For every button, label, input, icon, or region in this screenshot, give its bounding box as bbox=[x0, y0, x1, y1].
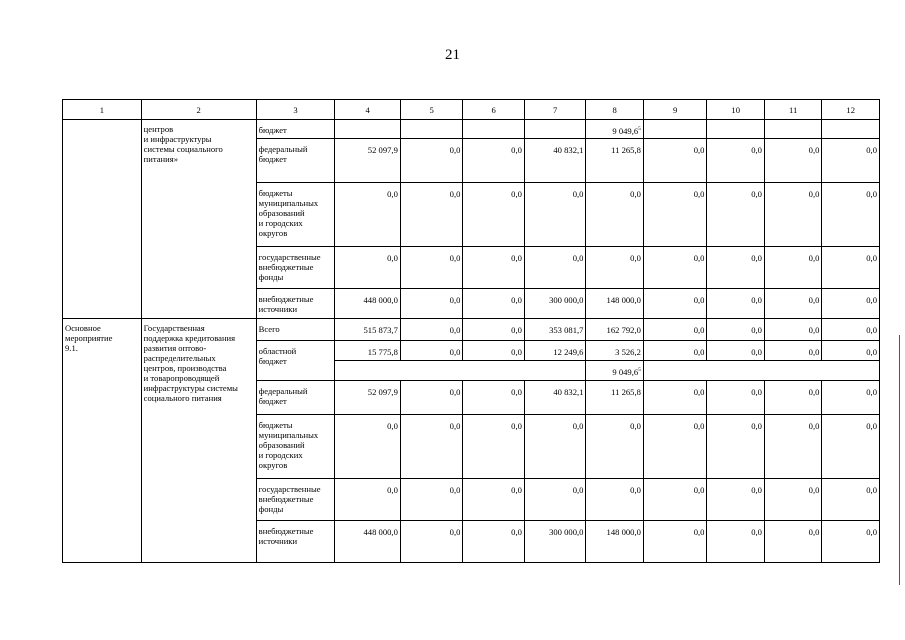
value-cell: 0,0 bbox=[643, 289, 707, 319]
footnote-marker: 5 bbox=[638, 367, 641, 374]
value-cell: 0,0 bbox=[764, 183, 821, 247]
value-cell: 0,0 bbox=[822, 415, 880, 479]
value-cell: 448 000,0 bbox=[335, 521, 401, 563]
value-cell: 300 000,0 bbox=[524, 521, 586, 563]
value-cell: 0,0 bbox=[764, 247, 821, 289]
header-cell: 11 bbox=[764, 100, 821, 120]
value-cell: 0,0 bbox=[400, 247, 463, 289]
value-cell: 0,0 bbox=[586, 247, 643, 289]
value-cell: 0,0 bbox=[335, 247, 401, 289]
value-cell: 0,0 bbox=[764, 319, 821, 341]
value-cell: 0,0 bbox=[524, 247, 586, 289]
value-cell: 0,0 bbox=[400, 139, 463, 183]
header-cell: 5 bbox=[400, 100, 463, 120]
value-cell: 0,0 bbox=[707, 381, 764, 415]
header-cell: 2 bbox=[141, 100, 256, 120]
funding-source-cell: бюджеты муниципальных образований и городских округов bbox=[256, 415, 335, 479]
header-cell: 7 bbox=[524, 100, 586, 120]
header-cell: 10 bbox=[707, 100, 764, 120]
funding-source-cell: федеральный бюджет bbox=[256, 139, 335, 183]
value-cell bbox=[764, 120, 821, 139]
value-cell: 0,0 bbox=[463, 289, 525, 319]
value-cell: 0,0 bbox=[764, 341, 821, 361]
value-cell: 148 000,0 bbox=[586, 289, 643, 319]
value-cell: 11 265,8 bbox=[586, 139, 643, 183]
page-number: 21 bbox=[445, 47, 460, 63]
value-cell bbox=[335, 120, 401, 139]
value-cell bbox=[400, 120, 463, 139]
value-cell: 0,0 bbox=[764, 289, 821, 319]
value-cell: 0,0 bbox=[643, 247, 707, 289]
value-cell: 0,0 bbox=[643, 521, 707, 563]
value-cell: 0,0 bbox=[643, 183, 707, 247]
value-cell: 0,0 bbox=[463, 521, 525, 563]
value-cell bbox=[586, 361, 643, 381]
value-cell: 0,0 bbox=[822, 521, 880, 563]
funding-source-cell: государственные внебюджетные фонды bbox=[256, 247, 335, 289]
funding-source-cell: Всего bbox=[256, 319, 335, 341]
value-cell: 0,0 bbox=[764, 415, 821, 479]
budget-table bbox=[62, 99, 880, 563]
value-cell: 0,0 bbox=[400, 289, 463, 319]
status-cell: Основное мероприятие 9.1. bbox=[63, 319, 142, 563]
value-cell: 11 265,8 bbox=[586, 381, 643, 415]
value-cell bbox=[335, 361, 586, 381]
value-cell: 0,0 bbox=[643, 341, 707, 361]
value-cell: 0,0 bbox=[707, 479, 764, 521]
header-cell: 9 bbox=[643, 100, 707, 120]
value-cell: 0,0 bbox=[822, 479, 880, 521]
value-cell: 0,0 bbox=[643, 479, 707, 521]
value-cell: 0,0 bbox=[707, 415, 764, 479]
value-cell bbox=[463, 120, 525, 139]
value-cell: 40 832,1 bbox=[524, 381, 586, 415]
value-cell: 0,0 bbox=[822, 139, 880, 183]
value-cell: 300 000,0 bbox=[524, 289, 586, 319]
value-cell: 0,0 bbox=[524, 415, 586, 479]
funding-source-cell: областной бюджет bbox=[256, 341, 335, 381]
value-cell: 0,0 bbox=[586, 479, 643, 521]
value-cell: 12 249,6 bbox=[524, 341, 586, 361]
value-cell: 0,0 bbox=[400, 319, 463, 341]
value-cell: 52 097,9 bbox=[335, 139, 401, 183]
funding-source-cell: государственные внебюджетные фонды bbox=[256, 479, 335, 521]
value-cell: 0,0 bbox=[707, 289, 764, 319]
header-row bbox=[63, 100, 880, 120]
header-cell: 12 bbox=[822, 100, 880, 120]
value-cell: 15 775,8 bbox=[335, 341, 401, 361]
value-cell: 0,0 bbox=[707, 521, 764, 563]
value-cell bbox=[586, 120, 643, 139]
value-cell: 0,0 bbox=[400, 183, 463, 247]
value-cell: 0,0 bbox=[524, 479, 586, 521]
value-cell: 0,0 bbox=[463, 381, 525, 415]
value-cell: 0,0 bbox=[335, 415, 401, 479]
value-cell: 40 832,1 bbox=[524, 139, 586, 183]
header-cell: 1 bbox=[63, 100, 142, 120]
value-cell: 0,0 bbox=[707, 319, 764, 341]
block2-rows bbox=[63, 319, 880, 563]
value-cell: 0,0 bbox=[524, 183, 586, 247]
value-cell: 0,0 bbox=[822, 247, 880, 289]
value-cell: 162 792,0 bbox=[586, 319, 643, 341]
value-cell: 0,0 bbox=[400, 341, 463, 361]
value-cell: 0,0 bbox=[586, 415, 643, 479]
value-cell: 0,0 bbox=[707, 247, 764, 289]
value-cell: 0,0 bbox=[764, 139, 821, 183]
value-cell: 0,0 bbox=[643, 381, 707, 415]
value-cell: 0,0 bbox=[822, 319, 880, 341]
value-cell: 0,0 bbox=[463, 319, 525, 341]
value-cell: 0,0 bbox=[764, 479, 821, 521]
value-cell: 0,0 bbox=[463, 341, 525, 361]
value-cell: 0,0 bbox=[643, 139, 707, 183]
event-name-cell: Государственная поддержка кредитования развития оптово- распределительных центров, производства и товаропроводящей инфраструктуры системы социального питания bbox=[141, 319, 256, 563]
value-cell: 0,0 bbox=[463, 183, 525, 247]
value-cell bbox=[643, 361, 879, 381]
value-text: 9 049,6 bbox=[612, 367, 639, 377]
header-cell: 6 bbox=[463, 100, 525, 120]
header-cell: 3 bbox=[256, 100, 335, 120]
value-cell: 52 097,9 bbox=[335, 381, 401, 415]
value-cell: 0,0 bbox=[400, 521, 463, 563]
value-cell bbox=[822, 120, 880, 139]
value-cell: 0,0 bbox=[707, 183, 764, 247]
header-cell: 8 bbox=[586, 100, 643, 120]
value-cell bbox=[643, 120, 707, 139]
value-cell: 0,0 bbox=[586, 183, 643, 247]
funding-source-cell: бюджет bbox=[256, 120, 335, 139]
table-row bbox=[63, 319, 880, 341]
value-cell: 0,0 bbox=[643, 319, 707, 341]
block1-rows bbox=[63, 120, 880, 319]
margin-line bbox=[899, 335, 900, 585]
funding-source-cell: внебюджетные источники bbox=[256, 289, 335, 319]
value-cell: 515 873,7 bbox=[335, 319, 401, 341]
funding-source-cell: бюджеты муниципальных образований и городских округов bbox=[256, 183, 335, 247]
value-cell: 0,0 bbox=[400, 479, 463, 521]
value-cell: 0,0 bbox=[822, 289, 880, 319]
value-cell: 0,0 bbox=[822, 183, 880, 247]
footnote-marker: 5 bbox=[638, 126, 641, 133]
value-cell: 0,0 bbox=[400, 415, 463, 479]
value-cell: 0,0 bbox=[707, 341, 764, 361]
value-cell: 0,0 bbox=[463, 415, 525, 479]
value-cell: 0,0 bbox=[764, 381, 821, 415]
table-row bbox=[63, 120, 880, 139]
event-name-cell: центров и инфраструктуры системы социального питания» bbox=[141, 120, 256, 319]
value-cell: 0,0 bbox=[822, 341, 880, 361]
value-cell: 448 000,0 bbox=[335, 289, 401, 319]
value-cell: 0,0 bbox=[463, 139, 525, 183]
value-cell: 0,0 bbox=[822, 381, 880, 415]
value-cell: 0,0 bbox=[463, 479, 525, 521]
value-cell: 0,0 bbox=[707, 139, 764, 183]
value-text: 9 049,6 bbox=[612, 126, 639, 136]
value-cell bbox=[707, 120, 764, 139]
value-cell: 0,0 bbox=[335, 479, 401, 521]
value-cell: 0,0 bbox=[335, 183, 401, 247]
value-cell: 148 000,0 bbox=[586, 521, 643, 563]
value-cell: 0,0 bbox=[764, 521, 821, 563]
value-cell: 0,0 bbox=[400, 381, 463, 415]
funding-source-cell: федеральный бюджет bbox=[256, 381, 335, 415]
value-cell: 0,0 bbox=[643, 415, 707, 479]
value-cell: 353 081,7 bbox=[524, 319, 586, 341]
status-cell bbox=[63, 120, 142, 319]
header-cell: 4 bbox=[335, 100, 401, 120]
value-cell: 0,0 bbox=[463, 247, 525, 289]
value-cell bbox=[524, 120, 586, 139]
funding-source-cell: внебюджетные источники bbox=[256, 521, 335, 563]
value-cell: 3 526,2 bbox=[586, 341, 643, 361]
